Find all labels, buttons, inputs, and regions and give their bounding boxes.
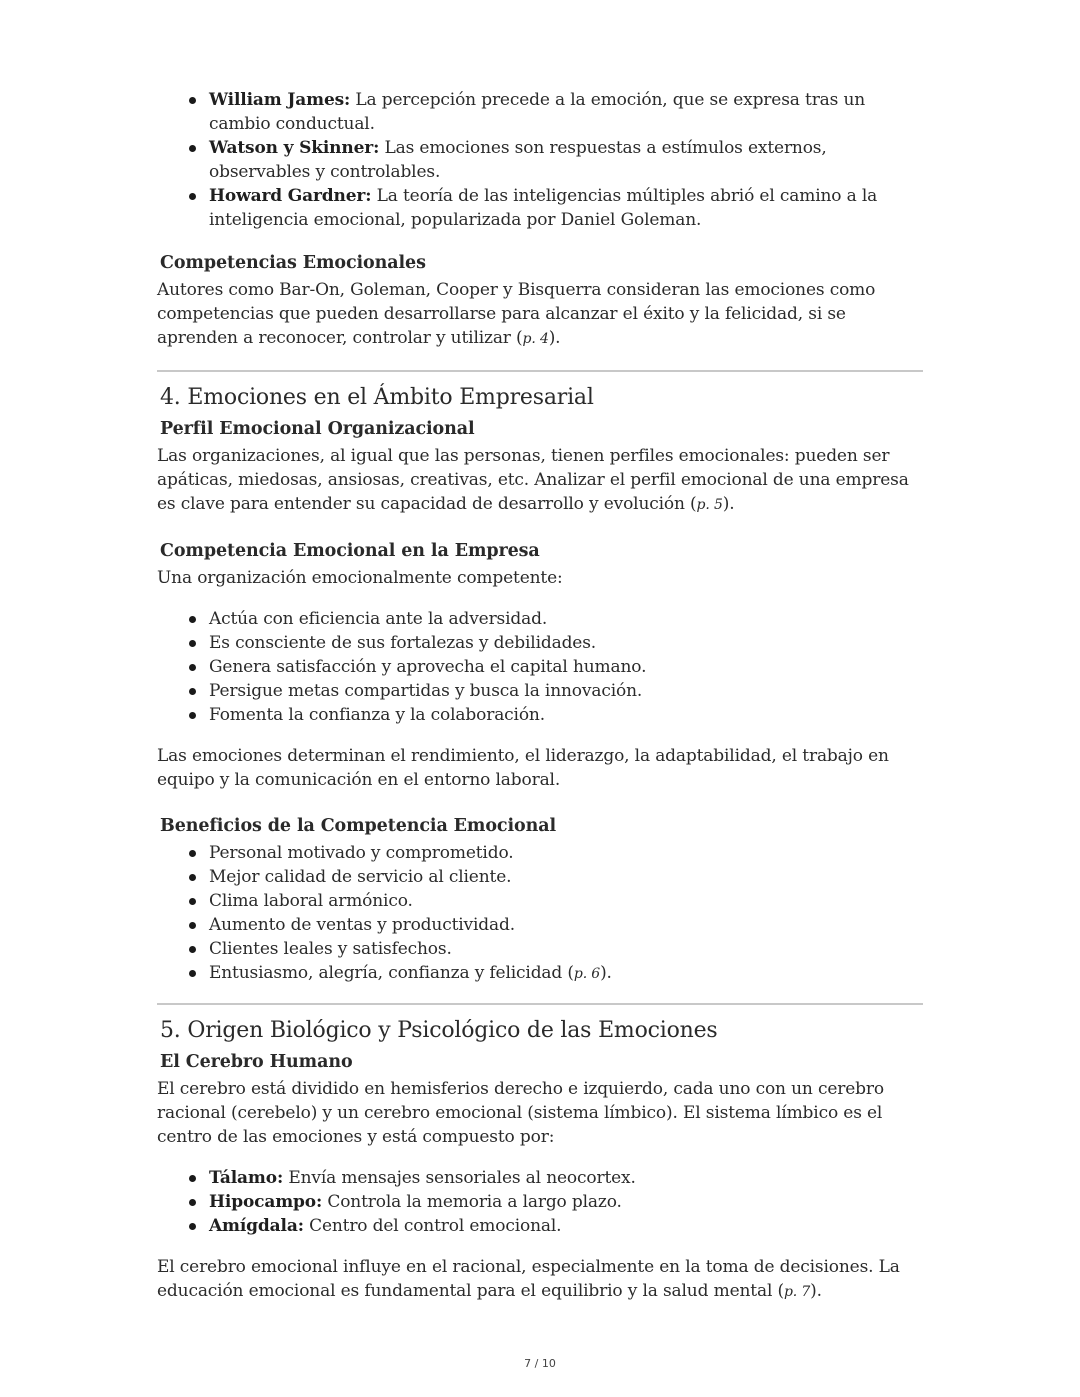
competencias-heading: Competencias Emocionales [160,253,426,273]
list-item: Actúa con eficiencia ante la adversidad. [209,607,923,631]
list-item: Clima laboral armónico. [209,889,923,913]
section-divider [157,370,923,372]
competencia-list [157,607,923,727]
page-reference: p. 6 [573,966,601,982]
cerebro-paragraph: El cerebro está dividido en hemisferios derecho e izquierdo, cada uno con un cerebro racional (cerebelo) y un cerebro emocional (sistema límbico). El sistema límbico es el centro de las emociones y está compuesto por: [157,1079,884,1147]
perfil-heading: Perfil Emocional Organizacional [160,419,475,439]
competencias-paragraph: Autores como Bar-On, Goleman, Cooper y Bisquerra consideran las emociones como competencias que pueden desarrollarse para alcanzar el éxito y la felicidad, si se aprenden a reconocer, controlar y utilizar (p. 4). [157,280,876,348]
beneficios-heading: Beneficios de la Competencia Emocional [160,816,557,836]
beneficios-list [157,841,923,986]
list-item: Clientes leales y satisfechos. [209,937,923,961]
page-reference: p. 7 [783,1284,811,1300]
document-page [157,88,923,1304]
list-item: Watson y Skinner: Las emociones son respuestas a estímulos externos, observables y controlables. [209,136,923,184]
page-reference: p. 5 [696,497,723,513]
list-item: Fomenta la confianza y la colaboración. [209,703,923,727]
list-item: Es consciente de sus fortalezas y debilidades. [209,631,923,655]
page-reference: p. 4 [522,331,549,347]
cerebro-parts-list [157,1166,923,1238]
list-item: Persigue metas compartidas y busca la innovación. [209,679,923,703]
list-item: Aumento de ventas y productividad. [209,913,923,937]
section-divider [157,1003,923,1005]
list-item: Entusiasmo, alegría, confianza y felicidad (p. 6). [209,961,923,986]
competencia-intro: Una organización emocionalmente competente: [157,568,563,588]
perfil-paragraph: Las organizaciones, al igual que las personas, tienen perfiles emocionales: pueden ser apáticas, miedosas, ansiosas, creativas, etc. Analizar el perfil emocional de una empresa es clave para entender su capacidad de desarrollo y evolución (p. 5). [157,446,909,514]
list-item: Howard Gardner: La teoría de las inteligencias múltiples abrió el camino a la inteligencia emocional, popularizada por Daniel Goleman. [209,184,923,232]
section-5-title: 5. Origen Biológico y Psicológico de las Emociones [160,1018,718,1043]
cerebro-heading: El Cerebro Humano [160,1052,353,1072]
list-item: Personal motivado y comprometido. [209,841,923,865]
section-4-title: 4. Emociones en el Ámbito Empresarial [160,385,594,410]
competencia-closing: Las emociones determinan el rendimiento, el liderazgo, la adaptabilidad, el trabajo en equipo y la comunicación en el entorno laboral. [157,746,889,790]
cerebro-closing: El cerebro emocional influye en el racional, especialmente en la toma de decisiones. La educación emocional es fundamental para el equilibrio y la salud mental (p. 7). [157,1257,900,1301]
list-item: Genera satisfacción y aprovecha el capital humano. [209,655,923,679]
list-item: Mejor calidad de servicio al cliente. [209,865,923,889]
list-item: Hipocampo: Controla la memoria a largo plazo. [209,1190,923,1214]
list-item: Tálamo: Envía mensajes sensoriales al neocortex. [209,1166,923,1190]
list-item: Amígdala: Centro del control emocional. [209,1214,923,1238]
page-number: 7 / 10 [524,1357,556,1370]
theories-list [157,88,923,232]
list-item: William James: La percepción precede a la emoción, que se expresa tras un cambio conductual. [209,88,923,136]
competencia-empresa-heading: Competencia Emocional en la Empresa [160,541,540,561]
